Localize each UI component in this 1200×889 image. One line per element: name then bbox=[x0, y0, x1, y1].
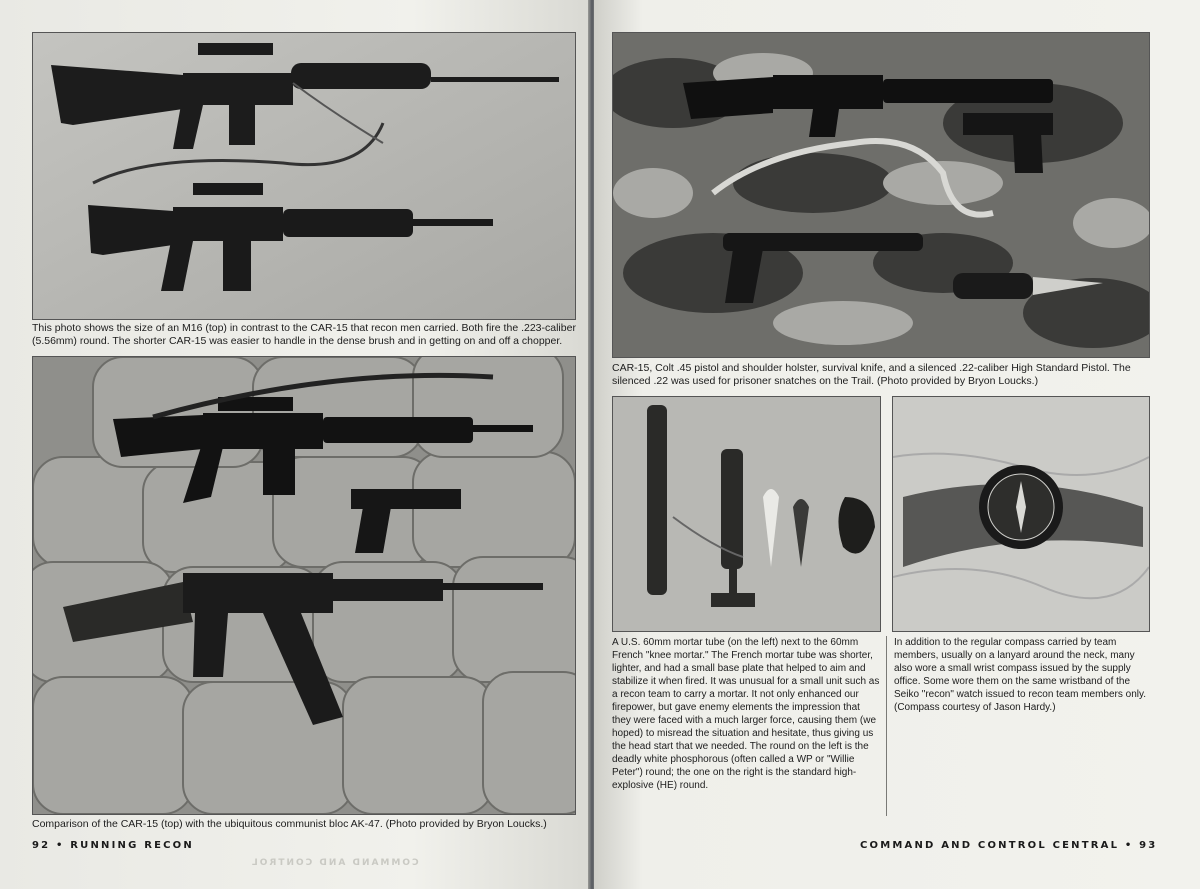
compass-image bbox=[893, 397, 1149, 631]
column-rule bbox=[886, 636, 887, 816]
photo-weapons-on-camo bbox=[612, 32, 1150, 358]
mortar-image bbox=[613, 397, 880, 631]
photo-caption: CAR-15, Colt .45 pistol and shoulder holster, survival knife, and a silenced .22-caliber High Standard Pistol. The silenced .22 was used for prisoner snatches on the Trail. (Photo provided by Bryon Loucks.) bbox=[612, 362, 1131, 388]
photo-wrist-compass bbox=[892, 396, 1150, 632]
bleed-through-text: COMMAND AND CONTROL bbox=[250, 858, 419, 868]
page-folio: 92 • RUNNING RECON bbox=[32, 840, 194, 851]
camo-weapons-image bbox=[613, 33, 1149, 357]
left-page bbox=[0, 0, 590, 889]
photo-mortars bbox=[612, 396, 881, 632]
sandbag-weapons-image bbox=[33, 357, 575, 814]
photo-caption: Comparison of the CAR-15 (top) with the ubiquitous communist bloc AK-47. (Photo provided by Bryon Loucks.) bbox=[32, 818, 547, 830]
photo-caption: In addition to the regular compass carried by team members, usually on a lanyard around the neck, many also wore a small wrist compass issued by the supply office. Some wore them on the same wristband of the Seiko "recon" watch issued to recon team members only. (Compass courtesy of Jason Hardy.) bbox=[894, 637, 1147, 713]
rifle-comparison-image bbox=[33, 33, 575, 319]
photo-m16-car15 bbox=[32, 32, 576, 320]
photo-car15-ak47 bbox=[32, 356, 576, 815]
photo-caption: This photo shows the size of an M16 (top) in contrast to the CAR-15 that recon men carried. Both fire the .223-caliber (5.56mm) round. The shorter CAR-15 was easier to handle in the dense brush and in getting on and off a chopper. bbox=[32, 322, 576, 348]
right-page bbox=[594, 0, 1200, 889]
photo-caption: A U.S. 60mm mortar tube (on the left) next to the 60mm French "knee mortar." The French mortar tube was shorter, lighter, and had a small base plate that helped to aim and stabilize it when fired. It was unusual for a small unit such as a recon team to carry a mortar. It not only enhanced our firepower, but gave enemy elements the impression that they were faced with a much larger force, causing them (we hoped) to misread the situation and hesitate, thus giving us the head start that we needed. The round on the left is the deadly white phosphorous (often called a WP or "Willie Peter") round; the one on the right is the standard high-explosive (HE) round. bbox=[612, 637, 880, 791]
page-folio: COMMAND AND CONTROL CENTRAL • 93 bbox=[860, 840, 1158, 851]
